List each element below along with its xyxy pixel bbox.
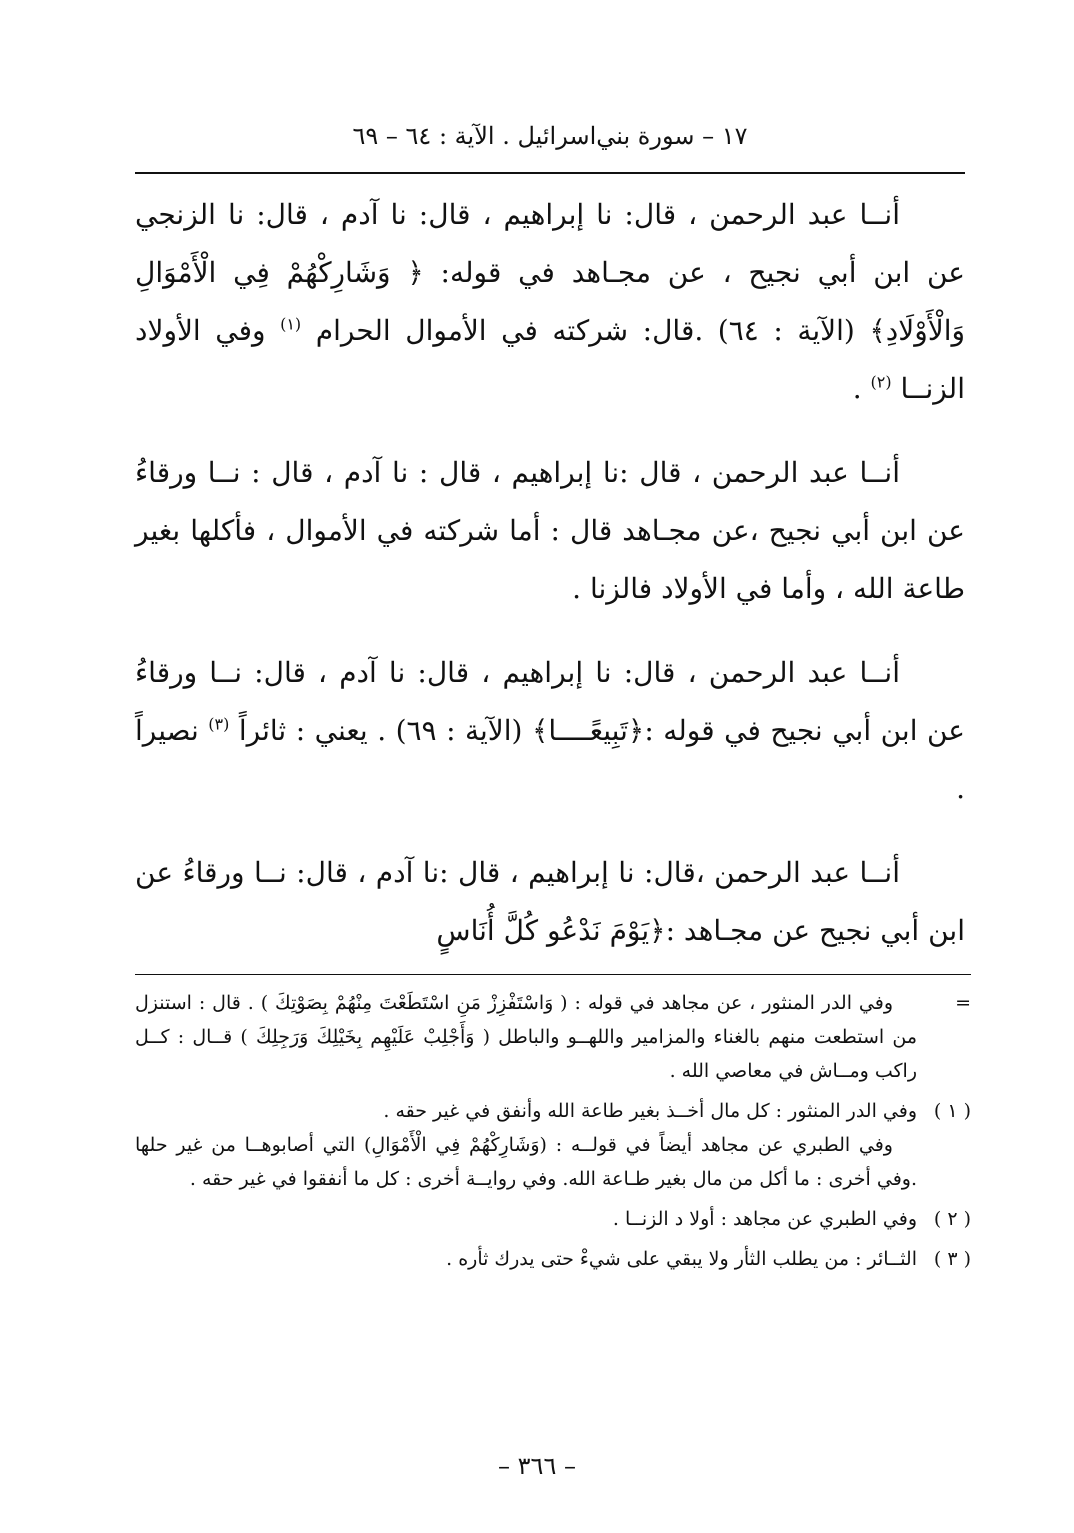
footnote-body [135, 1202, 917, 1236]
footnote-line: وفي الطبري عن مجاهد أيضاً في قولــه : (وَشَارِكْهُمْ فِي الْأَمْوَالِ) التي أصابوهــا من غير حلها .وفي أخرى : ما أكل من مال بغير طـاعة الله. وفي روايــة أخرى : كل ما أنفقوا في غير حقه . [135, 1134, 917, 1190]
footnote-body [135, 986, 917, 1088]
footnote-body [135, 1094, 917, 1196]
footnote-3 [135, 1242, 971, 1276]
footnote-line: وفي الدر المنثور ، عن مجاهد في قوله : ( وَاسْتَفْزِزْ مَنِ اسْتَطَعْتَ مِنْهُمْ بِصَوْتِكَ ) . قال : استنزل من استطعت منهم بالغناء والمزامير واللهــو والباطل ( وَأَجْلِبْ عَلَيْهِم بِخَيْلِكَ وَرَجِلِكَ ) قــال : كــل راكب ومــاش في معاصي الله . [135, 992, 917, 1082]
footnote-marker: ( ١ ) [933, 1100, 971, 1122]
header-rule [135, 172, 965, 174]
footnote-ref-2[interactable]: (٢) [870, 372, 892, 392]
paragraph-2 [135, 444, 965, 618]
footnote-ref-1[interactable]: (١) [280, 314, 302, 334]
paragraph-2-text: أنــا عبد الرحمن ، قال :نا إبراهيم ، قال : نا آدم ، قال : نــا ورقاءُ عن ابن أبي نجيح ،عن مجـاهد قال : أما شركته في الأموال ، فأكلها بغير طاعة الله ، وأما في الأولاد فالزنا . [135, 456, 965, 605]
footnote-body [135, 1242, 917, 1276]
footnote-marker: ( ٢ ) [933, 1208, 971, 1230]
paragraph-3-text: أنــا عبد الرحمن ، قال: نا إبراهيم ، قال: نا آدم ، قال: نــا ورقاءُ عن ابن أبي نجيح في قوله :﴿تَبِيعًــــا﴾ (الآية : ٦٩) . يعني : ثائراً [135, 656, 966, 747]
paragraph-1-text-cont: وفي الأولاد الزنــا [135, 314, 965, 405]
footnote-marker: = [955, 992, 971, 1014]
footnote-ref-3[interactable]: (٣) [208, 714, 230, 734]
footnote-1 [135, 1094, 971, 1196]
footnote-rule [135, 974, 971, 975]
paragraph-4-text: أنــا عبد الرحمن ،قال: نا إبراهيم ، قال :نا آدم ، قال: نــا ورقاءُ عن ابن أبي نجيح عن مجـاهد :﴿يَوْمَ نَدْعُو كُلَّ أُنَاسٍ [135, 856, 965, 947]
main-text [135, 186, 965, 986]
footnotes [135, 986, 971, 1282]
footnote-2 [135, 1202, 971, 1236]
footnote-line: الثــائر : من يطلب الثأر ولا يبقي على شيءْ حتى يدرك ثأره . [446, 1248, 917, 1270]
paragraph-4 [135, 844, 965, 960]
paragraph-3-text-cont: نصيراً . [135, 714, 965, 805]
paragraph-1-end: . [852, 372, 862, 405]
page-number: – ٣٦٦ – [498, 1452, 576, 1480]
footnote-line: وفي الدر المنثور : كل مال أخــذ بغير طاعة الله وأنفق في غير حقه . [383, 1100, 917, 1122]
footnote-marker: ( ٣ ) [933, 1248, 971, 1270]
footnote-continued [135, 986, 971, 1088]
footnote-line: وفي الطبري عن مجاهد : أولا د الزنــا . [612, 1208, 917, 1230]
paragraph-3 [135, 644, 965, 818]
paragraph-1-text: أنــا عبد الرحمن ، قال: نا إبراهيم ، قال: نا آدم ، قال: نا الزنجي عن ابن أبي نجيح ، عن مجـاهد في قوله: ﴿ وَشَارِكْهُمْ فِي الْأَمْوَالِ وَالْأَوْلَادِ﴾ (الآية : ٦٤) .قال: شركته في الأموال الحرام [135, 198, 966, 347]
paragraph-1 [135, 186, 965, 418]
running-head: ١٧ – سورة بني‌اسرائيل . الآية : ٦٤ – ٦٩ [352, 122, 748, 150]
